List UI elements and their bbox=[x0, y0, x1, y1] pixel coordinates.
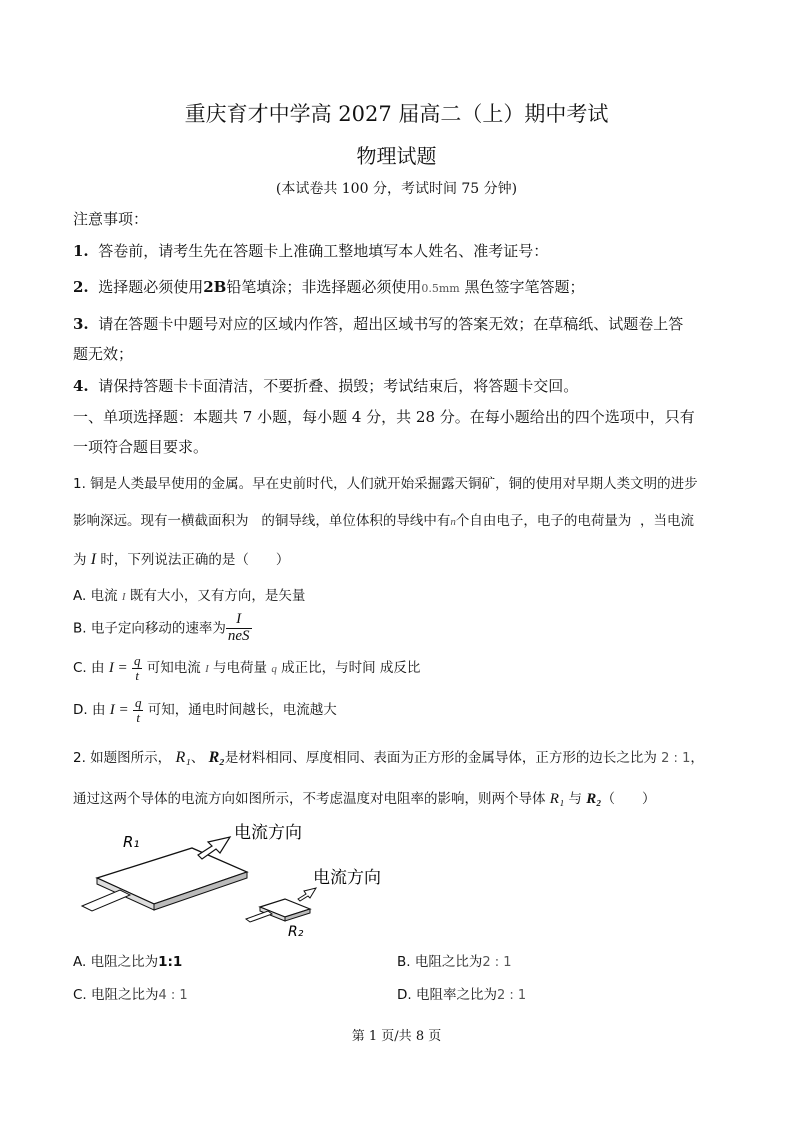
notice-item-4: 4. 请保持答题卡卡面清洁，不要折叠、损毁；考试结束后，将答题卡交回。 bbox=[73, 377, 579, 395]
q1-line3: 为 I 时，下列说法正确的是（ ） bbox=[73, 551, 290, 568]
notice-item-3-cont: 题无效； bbox=[73, 345, 134, 363]
notice-item-2: 2. 选择题必须使用2B铅笔填涂；非选择题必须使用0.5mm 黑色签字笔答题； bbox=[73, 278, 585, 296]
current-label-1: 电流方向 bbox=[234, 823, 302, 843]
q2-option-c[interactable]: C. 电阻之比为4 : 1 bbox=[73, 987, 188, 1003]
q1-option-b[interactable]: B. 电子定向移动的速率为 $\frac{I}{\text{neS}}$ bbox=[73, 611, 250, 644]
q2-line2: 通过这两个导体的电流方向如图所示，不考虑温度对电阻率的影响，则两个导体 R₁ 与 R₂（ ） bbox=[73, 791, 656, 807]
subject-title: 物理试题 bbox=[356, 144, 437, 168]
fraction: $\frac{q}{t}$ bbox=[133, 653, 141, 683]
q1-line1: 1. 铜是人类最早使用的金属。早在史前时代，人们就开始采掘露天铜矿，铜的使用对早期人类文明的进步 bbox=[73, 476, 698, 492]
current-label-2: 电流方向 bbox=[313, 868, 381, 888]
q2-option-b[interactable]: B. 电阻之比为2 : 1 bbox=[397, 954, 512, 970]
section1-line1: 一、单项选择题：本题共 7 小题，每小题 4 分，共 28 分。在每小题给出的四个选项中，只有 bbox=[73, 408, 695, 426]
q2-line1: 2. 如题图所示， R₁、 R₂是材料相同、厚度相同、表面为正方形的金属导体，正方形的边长之比为 2 : 1， bbox=[73, 749, 704, 766]
fraction: $\frac{I}{\text{neS}}$ bbox=[227, 611, 250, 644]
notice-heading: 注意事项： bbox=[73, 210, 149, 228]
plate-r1 bbox=[82, 837, 247, 911]
label-r2: R₂ bbox=[288, 924, 304, 940]
q1-option-d[interactable]: D. 由 I = $\frac{q}{t}$ 可知，通电时间越长，电流越大 bbox=[73, 695, 337, 725]
label-r1: R₁ bbox=[123, 833, 140, 851]
notice-item-1: 1. 答卷前，请考生先在答题卡上准确工整地填写本人姓名、准考证号： bbox=[73, 242, 549, 260]
q2-option-d[interactable]: D. 电阻率之比为2 : 1 bbox=[397, 987, 527, 1003]
fraction: $\frac{q}{t}$ bbox=[134, 695, 142, 725]
q1-option-c[interactable]: C. 由 I = $\frac{q}{t}$ 可知电流 I 与电荷量 q 成正比，与时间 成反比 bbox=[73, 653, 421, 683]
page-footer: 第 1 页/共 8 页 bbox=[351, 1029, 442, 1044]
q1-line2: 影响深远。现有一横截面积为 的铜导线，单位体积的导线中有n个自由电子，电子的电荷量为 ，当电流 bbox=[73, 513, 694, 529]
section1-line2: 一项符合题目要求。 bbox=[73, 438, 209, 456]
q1-option-a[interactable]: A. 电流 I 既有大小，又有方向，是矢量 bbox=[73, 588, 306, 604]
exam-title: 重庆育才中学高 2027 届高二（上）期中考试 bbox=[184, 102, 609, 126]
conductor-figure bbox=[70, 815, 410, 940]
notice-item-3: 3. 请在答题卡中题号对应的区域内作答，超出区域书写的答案无效；在草稿纸、试题卷上答 bbox=[73, 315, 684, 333]
q2-option-a[interactable]: A. 电阻之比为1:1 bbox=[73, 954, 183, 970]
plate-r2 bbox=[246, 888, 316, 922]
exam-info: (本试卷共 100 分，考试时间 75 分钟) bbox=[275, 181, 518, 197]
